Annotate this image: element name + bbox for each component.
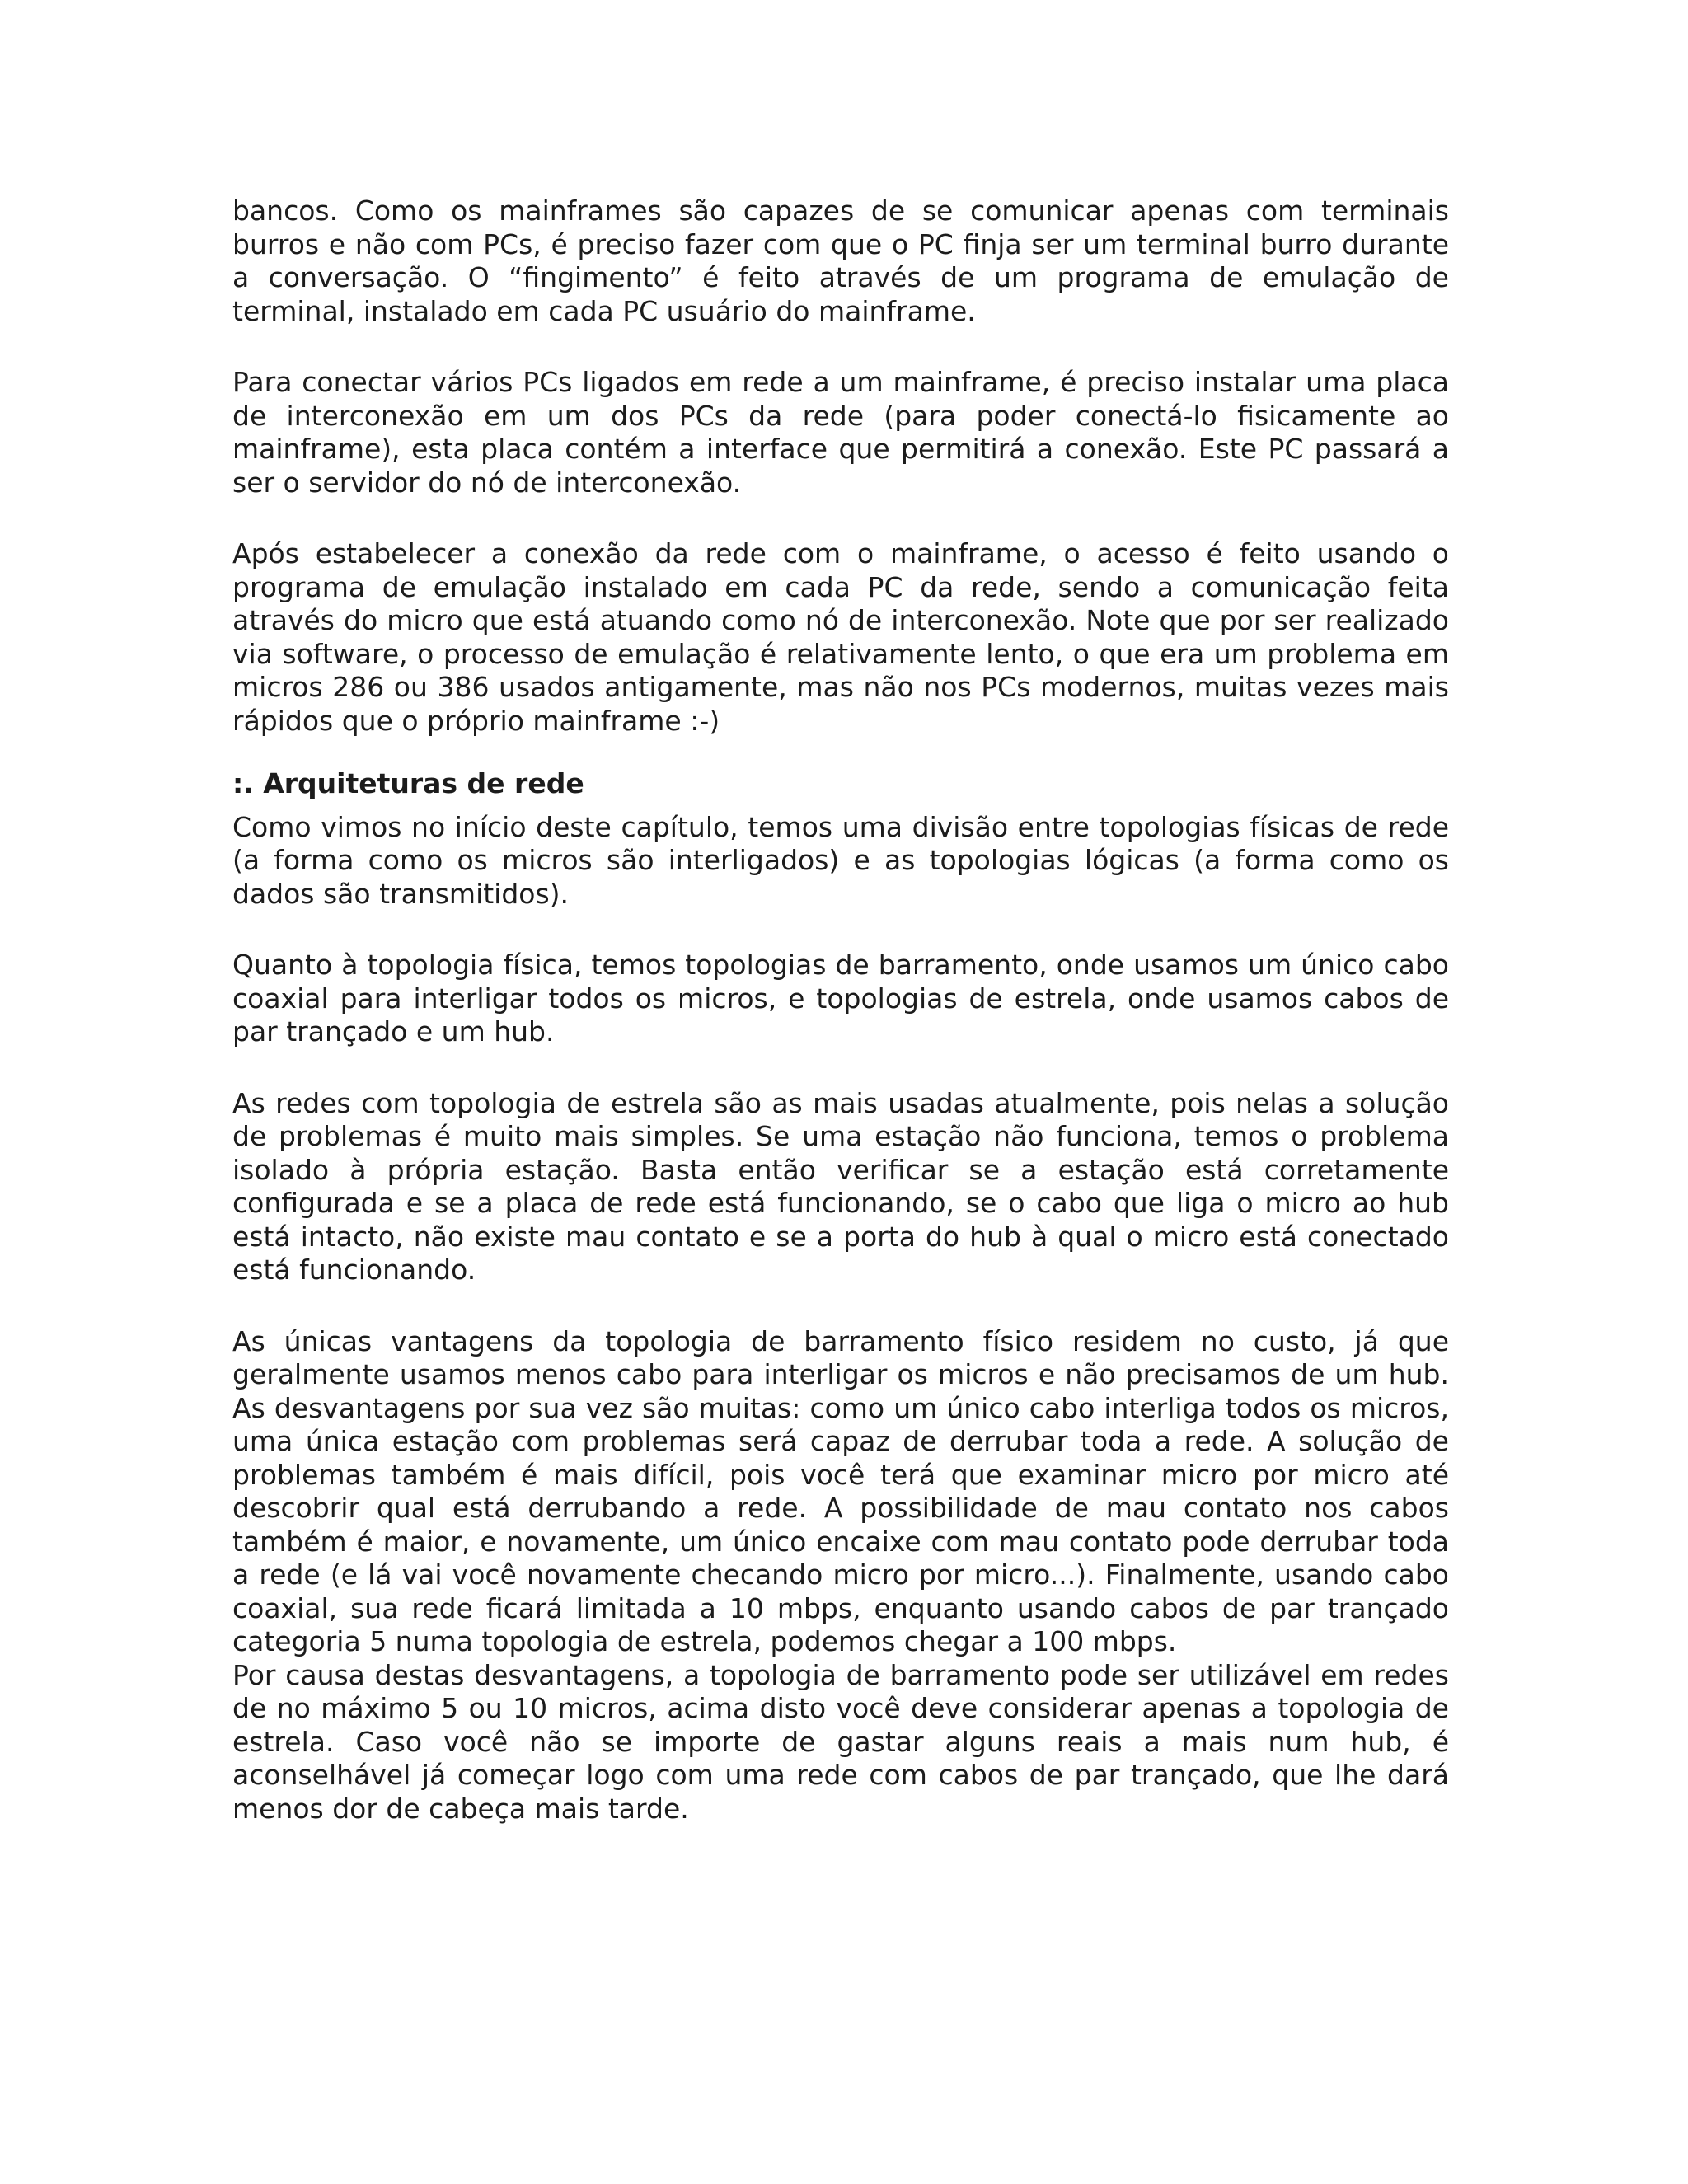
- paragraph-interconnection-card: Para conectar vários PCs ligados em rede a um mainframe, é preciso instalar uma placa de interconexão em um dos PCs da rede (para poder conectá-lo fisicamente ao mainframe), esta placa contém a interface que permitirá a conexão. Este PC passará a ser o servidor do nó de interconexão.: [232, 366, 1449, 499]
- paragraph-mainframe-emulation: bancos. Como os mainframes são capazes de se comunicar apenas com terminais burros e não com PCs, é preciso fazer com que o PC finja ser um terminal burro durante a conversação. O “fingimento” é feito através de um programa de emulação de terminal, instalado em cada PC usuário do mainframe.: [232, 194, 1449, 327]
- paragraph-bus-disadvantages: As únicas vantagens da topologia de barramento físico residem no custo, já que geralmente usamos menos cabo para interligar os micros e não precisamos de um hub. As desvantagens por sua vez são muitas: como um único cabo interliga todos os micros, uma única estação com problemas será capaz de derrubar toda a rede. A solução de problemas também é mais difícil, pois você terá que examinar micro por micro até descobrir qual está derrubando a rede. A possibilidade de mau contato nos cabos também é maior, e novamente, um único encaixe com mau contato pode derrubar toda a rede (e lá vai você novamente checando micro por micro...). Finalmente, usando cabo coaxial, sua rede ficará limitada a 10 mbps, enquanto usando cabos de par trançado categoria 5 numa topologia de estrela, podemos chegar a 100 mbps.: [232, 1324, 1449, 1657]
- paragraph-recommendation: Por causa destas desvantagens, a topologia de barramento pode ser utilizável em redes de no máximo 5 ou 10 micros, acima disto você deve considerar apenas a topologia de estrela. Caso você não se importe de gastar alguns reais a mais num hub, é aconselhável já começar logo com uma rede com cabos de par trançado, que lhe dará menos dor de cabeça mais tarde.: [232, 1658, 1449, 1825]
- paragraph-physical-topology: Quanto à topologia física, temos topologias de barramento, onde usamos um único cabo coaxial para interligar todos os micros, e topologias de estrela, onde usamos cabos de par trançado e um hub.: [232, 949, 1449, 1047]
- paragraph-topology-division: Como vimos no início deste capítulo, temos uma divisão entre topologias físicas de rede (a forma como os micros são interligados) e as topologias lógicas (a forma como os dados são transmitidos).: [232, 810, 1449, 910]
- paragraph-star-topology: As redes com topologia de estrela são as mais usadas atualmente, pois nelas a solução de problemas é muito mais simples. Se uma estação não funciona, temos o problema isolado à própria estação. Basta então verificar se a estação está corretamente configurada e se a placa de rede está funcionando, se o cabo que liga o micro ao hub está intacto, não existe mau contato e se a porta do hub à qual o micro está conectado está funcionando.: [232, 1086, 1449, 1286]
- section-heading-arquiteturas: :. Arquiteturas de rede: [232, 767, 584, 799]
- paragraph-access-via-emulation: Após estabelecer a conexão da rede com o mainframe, o acesso é feito usando o programa de emulação instalado em cada PC da rede, sendo a comunicação feita através do micro que está atuando como nó de interconexão. Note que por ser realizado via software, o processo de emulação é relativamente lento, o que era um problema em micros 286 ou 386 usados antigamente, mas não nos PCs modernos, muitas vezes mais rápidos que o próprio mainframe :-): [232, 537, 1449, 737]
- document-page: [232, 194, 1449, 1825]
